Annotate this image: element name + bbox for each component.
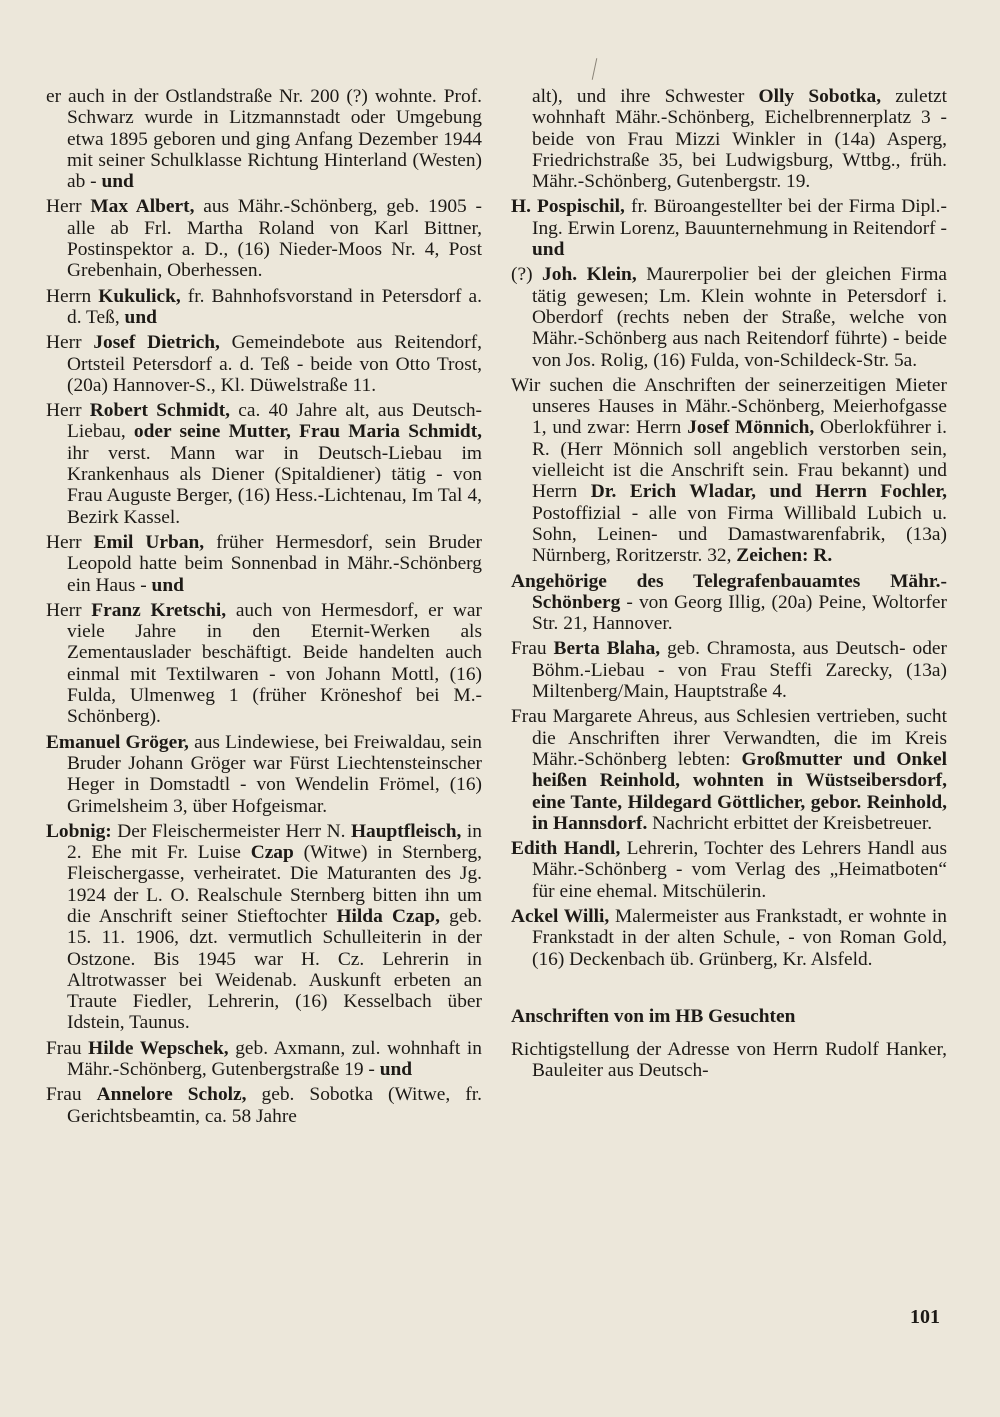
search-entry: [511, 706, 947, 834]
entry-bold-text: und: [101, 171, 134, 193]
entry-bold-text: Hauptfleisch,: [350, 820, 462, 842]
entry-text: ihr verst. Mann war in Deutsch-Liebau im Krankenhaus als Diener (Spitaldiener) tätig - von Frau Auguste Berger, (16) Hess.-Lichtenau, Im Tal 4, Bezirk Kassel.: [67, 442, 482, 528]
entry-bold-text: Ackel Willi,: [511, 905, 610, 927]
entry-text: alt), und ihre Schwester: [532, 86, 759, 107]
search-entry: [46, 332, 482, 396]
entry-text: Malermeister aus Frankstadt, er wohnte in Frankstadt in der alten Schule, - von Roman Gold, (16) Deckenbach üb. Grünberg, Kr. Alsfeld.: [532, 905, 947, 970]
entry-bold-text: Hilda Czap,: [336, 905, 440, 927]
search-entry: [46, 286, 482, 329]
entry-text: geb. Axmann, zul. wohnhaft in Mähr.-Schönberg, Gutenbergstraße 19 -: [67, 1037, 482, 1081]
entry-text: geb. 15. 11. 1906, dzt. vermutlich Schulleiterin in der Ostzone. Bis 1945 war H. Cz. Lehrerin in Altrotwasser bei Weidenab. Auskunft erbeten an Traute Fiedler, Lehrerin, (16) Kesselbach über Idstein, Taunus.: [67, 905, 482, 1034]
right-column-entries: [511, 86, 947, 970]
entry-bold-text: Kukulick,: [98, 285, 181, 307]
entry-bold-text: Angehörige des Telegrafenbauamtes Mähr.-Schönberg: [511, 570, 947, 613]
entry-text: Postoffizial - alle von Firma Willibald Lubich u. Sohn, Leinen- und Damastwarenfabrik, (13a) Nürnberg, Roritzerstr. 32,: [532, 502, 947, 567]
entry-bold-text: und: [151, 574, 184, 596]
search-entry: [46, 732, 482, 817]
entry-text: Herr: [46, 531, 94, 553]
entry-bold-text: Edith Handl,: [511, 838, 621, 860]
entry-text: Herrn: [46, 285, 99, 307]
search-entry: [511, 838, 947, 902]
entry-bold-text: Czap: [250, 842, 294, 864]
entry-text: Maurerpolier bei der gleichen Firma tätig gewesen; Lm. Klein wohnte in Petersdorf i. Oberdorf (rechts neben der Straße, welche von Mähr.-Schönberg aus nach Reitendorf führte) - beide von Jos. Rolig, (16) Fulda, von-Schildeck-Str. 5a.: [532, 264, 948, 371]
search-entry: [511, 196, 947, 260]
pencil-mark: [592, 58, 598, 80]
entry-text: - von Georg Illig, (20a) Peine, Woltorfer Str. 21, Hannover.: [532, 591, 947, 635]
entry-bold-text: Robert Schmidt,: [89, 400, 231, 422]
entry-bold-text: und: [379, 1059, 413, 1081]
entry-bold-text: Joh. Klein,: [542, 264, 637, 286]
search-entry: [511, 638, 947, 702]
entry-bold-text: Hilde Wepschek,: [88, 1037, 229, 1059]
search-entry: [511, 375, 947, 567]
entry-text: Frau: [511, 638, 554, 660]
search-entry: [46, 821, 482, 1034]
entry-text: auch von Hermesdorf, er war viele Jahre in den Eternit-Werken als Zementauslader beschäftigt. Beide handelten auch einmal mit Textilwaren - von Johann Mottl, (16) Fulda, Ulmenweg 1 (früher Kröneshof bei M.-Schönberg).: [67, 599, 482, 728]
entry-text: geb. Sobotka (Witwe, fr. Gerichtsbeamtin, ca. 58 Jahre: [67, 1084, 482, 1127]
search-entry: [46, 400, 482, 528]
entry-bold-text: Max Albert,: [90, 196, 195, 218]
entry-text: Herr: [46, 400, 90, 422]
entry-text: aus Lindewiese, bei Freiwaldau, sein Bruder Johann Gröger war Fürst Liechtensteinscher Heger in Domstadtl - von Wendelin Frömel, (16) Grimelsheim 3, über Hofgeismar.: [67, 731, 482, 817]
entry-bold-text: Annelore Scholz,: [96, 1084, 247, 1106]
entry-bold-text: oder seine Mutter, Frau Maria Schmidt,: [133, 421, 482, 443]
entry-bold-text: Dr. Erich Wladar, und Herrn Fochler,: [590, 481, 947, 503]
section-heading: Anschriften von im HB Gesuchten: [511, 1005, 796, 1027]
entry-text: (Witwe) in Sternberg, Fleischergasse, verheiratet. Die Maturanten des Jg. 1924 der L. O. Realschule Sternberg bitten ihn um die Anschrift seiner Stieftochter: [67, 842, 482, 927]
entry-text: Nachricht erbittet der Kreisbetreuer.: [647, 812, 933, 834]
entry-bold-text: Lobnig:: [46, 820, 112, 842]
entry-text: aus Mähr.-Schönberg, geb. 1905 - alle ab Frl. Martha Roland von Karl Bittner, Postinspektor a. D., (16) Nieder-Moos Nr. 4, Post Grebenhain, Oberhessen.: [67, 196, 482, 282]
search-entry: [46, 1084, 482, 1127]
entry-text: Wir suchen die Anschriften der seinerzeitigen Mieter unseres Hauses in Mähr.-Schönberg, Meierhofgasse 1, und zwar: Herrn: [511, 374, 947, 439]
left-column: [46, 86, 482, 1131]
entry-text: fr. Bahnhofsvorstand in Petersdorf a. d. Teß,: [67, 285, 482, 328]
entry-bold-text: Emanuel Gröger,: [46, 731, 189, 753]
entry-text: Frau: [46, 1037, 89, 1059]
entry-text: Frau: [46, 1084, 97, 1106]
right-column: [511, 86, 947, 1082]
entry-bold-text: Großmutter und Onkel heißen Reinhold, wohnten in Wüstseibersdorf, eine Tante, Hildegard Göttlicher, gebor. Reinhold, in Hannsdorf.: [532, 748, 947, 834]
search-entry: [511, 906, 947, 970]
entry-text: Herr: [46, 332, 94, 354]
entry-text: Gemeindebote aus Reitendorf, Ortsteil Petersdorf a. d. Teß - beide von Otto Trost, (20a) Hannover-S., Kl. Düwelstraße 11.: [67, 332, 482, 396]
entry-bold-text: Josef Dietrich,: [93, 332, 220, 354]
page-number: 101: [910, 1306, 940, 1328]
entry-text: er auch in der Ostlandstraße Nr. 200 (?) wohnte. Prof. Schwarz wurde in Litzmannstadt oder Umgebung etwa 1895 geboren und ging Anfang Dezember 1944 mit seiner Schulklasse Richtung Hinterland (Westen) ab -: [46, 86, 482, 193]
entry-text: geb. Chramosta, aus Deutsch- oder Böhm.-Liebau - von Frau Steffi Zarecky, (13a) Miltenberg/Main, Hauptstraße 4.: [532, 638, 947, 703]
search-entry: [46, 196, 482, 281]
entry-text: zuletzt wohnhaft Mähr.-Schönberg, Eichelbrennerplatz 3 - beide von Frau Mizzi Winkler in (14a) Asperg, Friedrichstraße 35, bei Ludwigsburg, Wttbg., früh. Mähr.-Schönberg, Gutenbergstr. 19.: [532, 86, 947, 193]
entry-text: in 2. Ehe mit Fr. Luise: [67, 820, 482, 864]
entry-text: Frau Margarete Ahreus, aus Schlesien vertrieben, sucht die Anschriften ihrer Verwandten, die im Kreis Mähr.-Schönberg lebten:: [511, 706, 947, 770]
entry-text: Oberlokführer i. R. (Herr Mönnich soll angeblich verstorben sein, vielleicht ist die Anschrift sein. Frau bekannt) und Herrn: [532, 417, 947, 503]
entry-bold-text: Franz Kretschi,: [91, 599, 227, 621]
entry-text: Herr: [46, 599, 92, 621]
entry-bold-text: und: [124, 306, 157, 328]
entry-text: Der Fleischermeister Herr N.: [111, 820, 351, 842]
entry-bold-text: Olly Sobotka,: [758, 86, 882, 107]
correction-paragraph: Richtigstellung der Adresse von Herrn Rudolf Hanker, Bauleiter aus Deutsch-: [511, 1039, 947, 1082]
search-entry: [511, 264, 947, 370]
entry-text: (?): [511, 264, 543, 286]
entry-bold-text: Josef Mönnich,: [687, 417, 815, 439]
search-entry: [511, 86, 947, 192]
search-entry: [46, 600, 482, 728]
search-entry: [46, 1038, 482, 1081]
search-entry: [46, 86, 482, 192]
entry-bold-text: und: [532, 239, 565, 261]
entry-text: fr. Büroangestellter bei der Firma Dipl.-Ing. Erwin Lorenz, Bauunternehmung in Reitendorf -: [532, 196, 947, 239]
entry-text: früher Hermesdorf, sein Bruder Leopold hatte beim Sonnenbad in Mähr.-Schönberg ein Haus -: [67, 531, 482, 596]
entry-bold-text: Emil Urban,: [93, 531, 205, 553]
entry-bold-text: H. Pospischil,: [511, 196, 625, 218]
entry-bold-text: Zeichen: R.: [736, 545, 833, 567]
entry-bold-text: Berta Blaha,: [553, 638, 661, 660]
entry-text: Herr: [46, 196, 91, 218]
entry-text: Lehrerin, Tochter des Lehrers Handl aus Mähr.-Schönberg - vom Verlag des „Heimatboten“ für eine ehemal. Mitschülerin.: [532, 838, 947, 902]
search-entry: [46, 532, 482, 596]
search-entry: [511, 571, 947, 635]
entry-text: ca. 40 Jahre alt, aus Deutsch-Liebau,: [67, 400, 482, 443]
